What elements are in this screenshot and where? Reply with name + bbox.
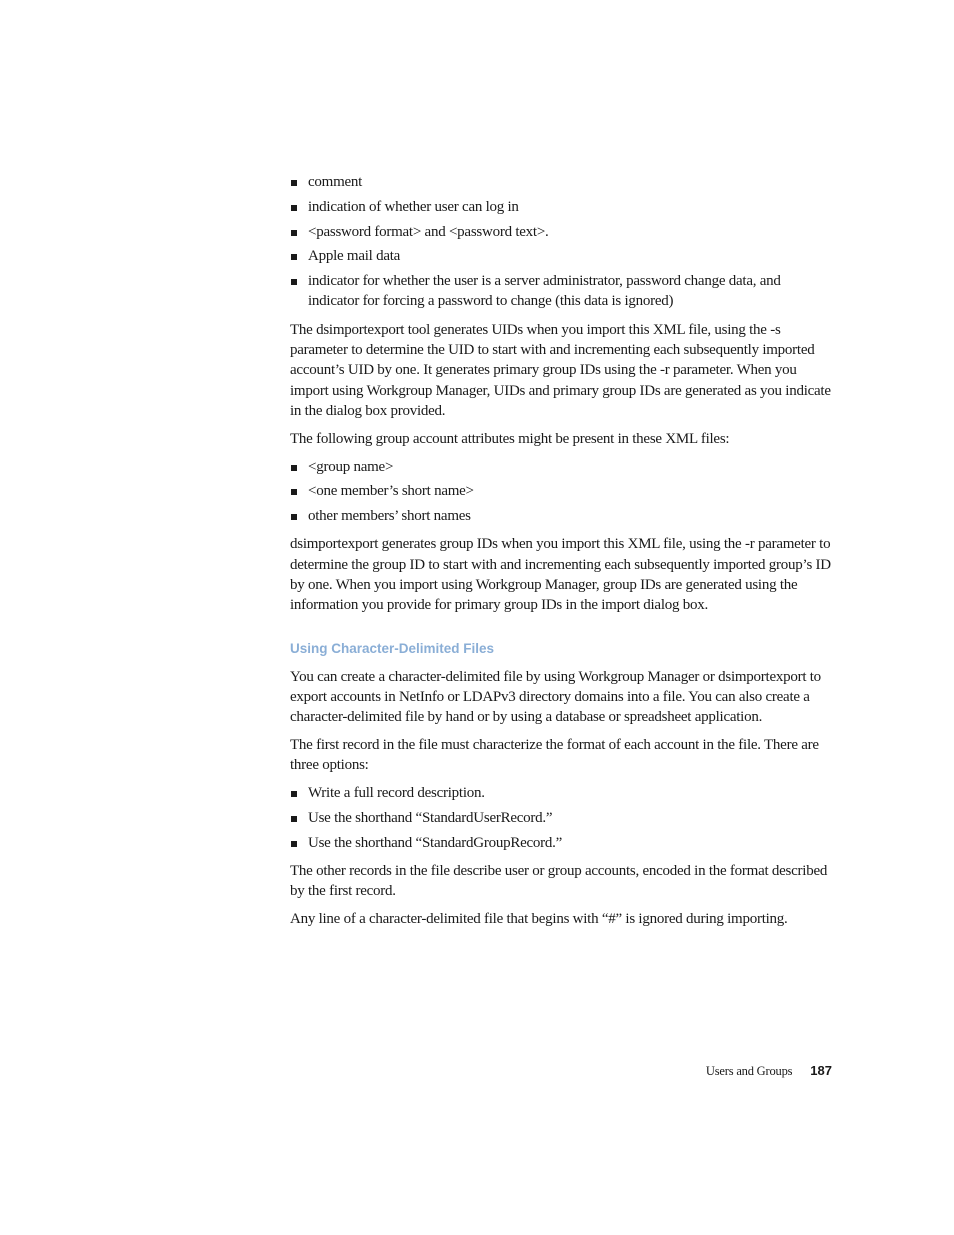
list-item: Write a full record description. <box>290 783 835 803</box>
user-attributes-list <box>290 172 835 312</box>
page-footer <box>706 1062 832 1080</box>
list-item: <one member’s short name> <box>290 481 835 501</box>
list-item: indication of whether user can log in <box>290 197 835 217</box>
list-item: <group name> <box>290 457 835 477</box>
list-item: comment <box>290 172 835 192</box>
list-item: <password format> and <password text>. <box>290 222 835 242</box>
list-item: other members’ short names <box>290 506 835 526</box>
group-attributes-list <box>290 457 835 527</box>
page-content <box>290 172 835 937</box>
options-list <box>290 783 835 853</box>
list-item: Use the shorthand “StandardUserRecord.” <box>290 808 835 828</box>
paragraph-group-attributes-intro: The following group account attributes might be present in these XML files: <box>290 430 730 447</box>
paragraph-group-id-generation: dsimportexport generates group IDs when you import this XML file, using the -r parameter to determine the group ID to start with and incrementing each subsequently imported group’s ID by one. When you import using Workgroup Manager, group IDs are generated using the information you provide for primary group IDs in the import dialog box. <box>290 536 831 614</box>
list-item: Use the shorthand “StandardGroupRecord.” <box>290 833 835 853</box>
paragraph-first-record: The first record in the file must characterize the format of each account in the file. There are three options: <box>290 737 819 774</box>
paragraph-create-file: You can create a character-delimited file by using Workgroup Manager or dsimportexport to export accounts in NetInfo or LDAPv3 directory domains into a file. You can also create a character-delimited file by hand or by using a database or spreadsheet application. <box>290 668 821 726</box>
list-item: indicator for whether the user is a server administrator, password change data, and indicator for forcing a password to change (this data is ignored) <box>290 271 835 312</box>
paragraph-other-records: The other records in the file describe user or group accounts, encoded in the format described by the first record. <box>290 863 828 900</box>
paragraph-uid-generation: The dsimportexport tool generates UIDs when you import this XML file, using the -s parameter to determine the UID to start with and incrementing each subsequently imported account’s UID by one. It generates primary group IDs using the -r parameter. When you import using Workgroup Manager, UIDs and primary group IDs are generated as you indicate in the dialog box provided. <box>290 321 831 419</box>
footer-section-name: Users and Groups <box>705 1064 793 1078</box>
page-number: 187 <box>810 1063 832 1078</box>
paragraph-comment-lines: Any line of a character-delimited file that begins with “#” is ignored during importing. <box>290 911 788 928</box>
list-item: Apple mail data <box>290 246 835 266</box>
section-heading: Using Character-Delimited Files <box>290 640 495 656</box>
